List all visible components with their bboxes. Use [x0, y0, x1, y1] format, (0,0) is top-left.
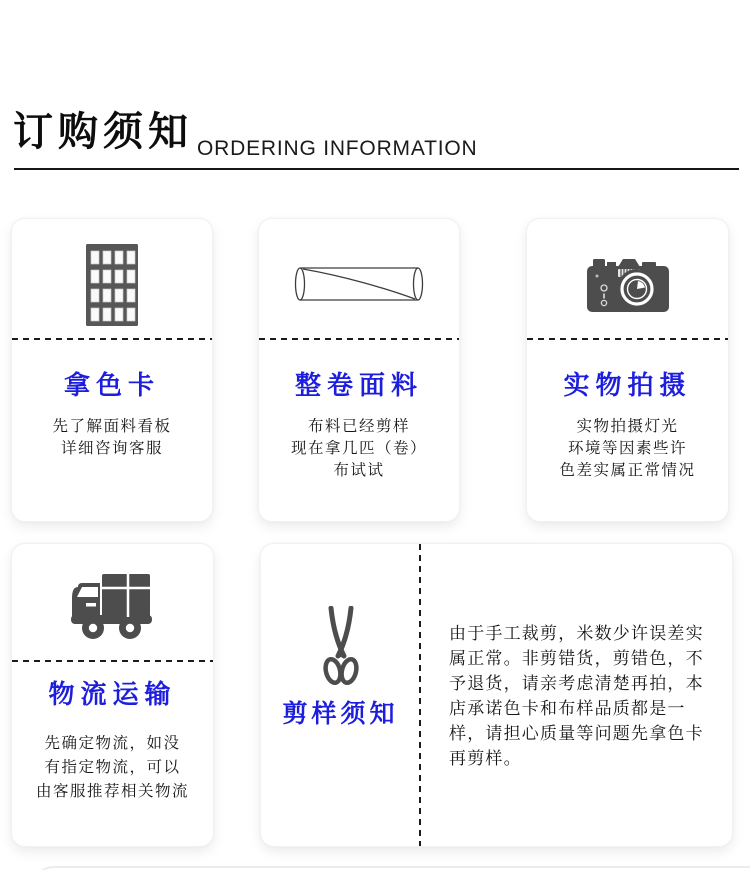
text-line: 予退货，请亲考虑清楚再拍，本 [449, 674, 704, 694]
scissors-icon [261, 606, 420, 688]
card-cut-sample-notice [260, 543, 733, 847]
text-line: 由于手工裁剪，米数少许误差实 [449, 624, 704, 644]
text-line: 再剪样。 [449, 749, 522, 769]
card-body-text [527, 415, 728, 481]
cut-sample-notice-text [449, 622, 719, 772]
card-dashed-divider [259, 338, 459, 340]
next-section-card-edge [30, 866, 750, 870]
card-title: 物流运输 [48, 680, 177, 710]
text-line: 属正常。非剪错货，剪错色，不 [449, 649, 704, 669]
text-line: 现在拿几匹（卷） [290, 439, 427, 457]
text-line: 详细咨询客服 [60, 439, 163, 457]
text-line: 环境等因素些许 [567, 439, 687, 457]
card-dashed-divider [12, 660, 213, 662]
section-title-english: ORDERING INFORMATION [197, 137, 478, 160]
card-body-text [12, 415, 212, 459]
header-divider-rule [14, 168, 739, 170]
text-line: 由客服推荐相关物流 [35, 782, 189, 800]
text-line: 布试试 [333, 461, 385, 479]
text-line: 色差实属正常情况 [559, 461, 696, 479]
text-line: 样，请担心质量等问题先拿色卡 [449, 724, 704, 744]
text-line: 有指定物流，可以 [44, 758, 181, 776]
section-title-chinese: 订购须知 [13, 108, 193, 155]
card-title: 拿色卡 [63, 371, 160, 401]
card-logistics [11, 543, 214, 847]
card-dashed-divider [527, 338, 728, 340]
truck-icon [12, 574, 213, 640]
text-line: 店承诺色卡和布样品质都是一 [449, 699, 686, 719]
swatch-grid-icon [12, 244, 212, 326]
card-vertical-dashed-divider [419, 544, 421, 846]
card-dashed-divider [12, 338, 212, 340]
text-line: 布料已经剪样 [307, 417, 410, 435]
card-real-photo [526, 218, 729, 522]
text-line: 先了解面料看板 [52, 417, 172, 435]
camera-icon [527, 256, 728, 314]
card-fabric-roll [258, 218, 460, 522]
card-body-text [259, 415, 459, 481]
fabric-roll-icon [259, 266, 459, 302]
card-title: 整卷面料 [294, 371, 423, 401]
card-title: 剪样须知 [282, 699, 399, 728]
card-color-card [11, 218, 213, 522]
text-line: 实物拍摄灯光 [576, 417, 679, 435]
card-title: 实物拍摄 [563, 371, 692, 401]
text-line: 先确定物流，如没 [44, 734, 181, 752]
card-body-text [12, 731, 213, 803]
